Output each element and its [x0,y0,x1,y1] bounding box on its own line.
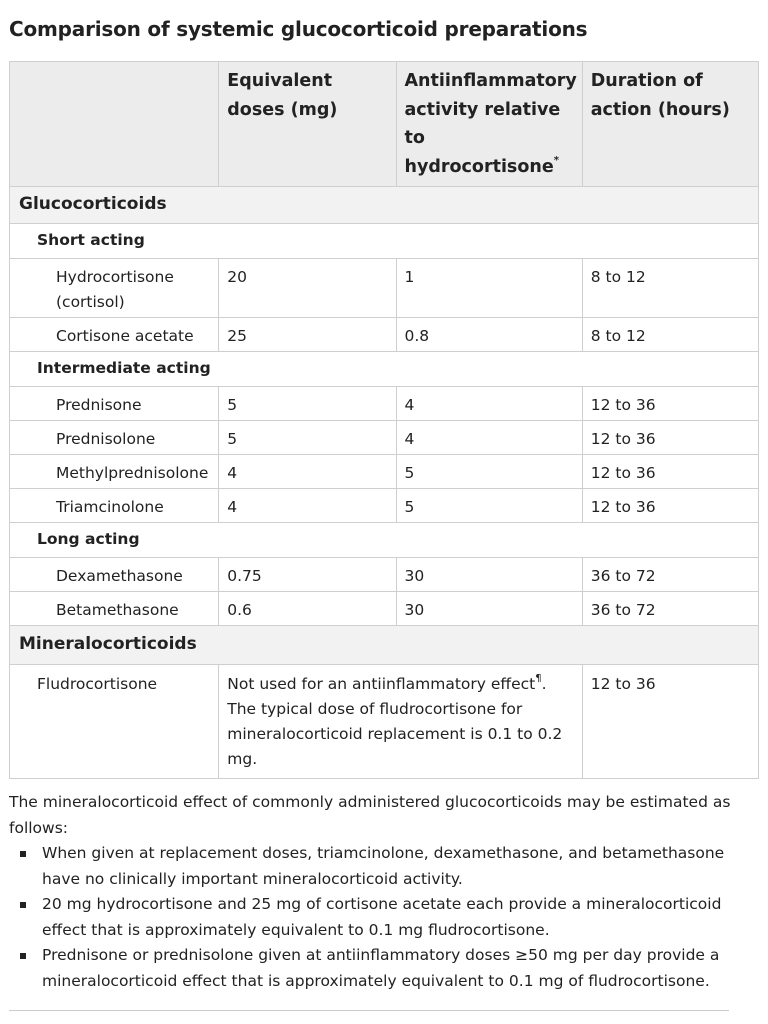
header-duration [582,62,758,187]
header-duration-label: Duration of action (hours) [590,71,730,120]
duration-of-action: 12 to 36 [582,665,758,779]
duration-of-action: 8 to 12 [582,259,758,318]
duration-of-action: 36 to 72 [582,592,758,626]
table-row [10,421,759,455]
antiinflammatory-activity: 0.8 [396,318,582,352]
antiinflammatory-activity: 30 [396,558,582,592]
duration-of-action: 12 to 36 [582,421,758,455]
table-header-row [10,62,759,187]
antiinflammatory-activity: 1 [396,259,582,318]
table-row [10,259,759,318]
group-row-short-acting [10,224,759,259]
list-item [9,892,744,943]
group-label: Intermediate acting [10,352,759,387]
equivalent-dose: 0.75 [219,558,396,592]
table-row [10,489,759,523]
divider [9,1010,729,1011]
bullet-icon [20,851,26,857]
group-label: Long acting [10,523,759,558]
list-item [9,841,744,892]
table-row [10,318,759,352]
equivalent-dose: 20 [219,259,396,318]
duration-of-action: 12 to 36 [582,387,758,421]
asterisk-footnote-mark: * [553,154,559,166]
list-item-text: When given at replacement doses, triamcinolone, dexamethasone, and betamethasone have no clinically important mineralocorticoid activity. [42,844,725,888]
pilcrow-footnote-mark: ¶ [535,672,542,684]
list-item-text: 20 mg hydrocortisone and 25 mg of cortisone acetate each provide a mineralocorticoid effect that is approximately equivalent to 0.1 mg fludrocortisone. [42,895,722,939]
header-antiinflammatory-activity-label: Antiinflammatory activity relative to hydrocortisone [404,71,577,177]
equivalent-dose: 0.6 [219,592,396,626]
antiinflammatory-activity: 5 [396,489,582,523]
drug-name: Hydrocortisone (cortisol) [10,259,219,318]
duration-of-action: 12 to 36 [582,489,758,523]
glucocorticoid-comparison-table [9,61,759,779]
fludrocortisone-note [219,665,582,779]
equivalent-dose: 5 [219,387,396,421]
bullet-icon [20,953,26,959]
header-equivalent-doses [219,62,396,187]
drug-name: Cortisone acetate [10,318,219,352]
drug-name: Betamethasone [10,592,219,626]
section-row-glucocorticoids [10,187,759,224]
group-row-intermediate-acting [10,352,759,387]
drug-name: Prednisolone [10,421,219,455]
duration-of-action: 8 to 12 [582,318,758,352]
antiinflammatory-activity: 4 [396,387,582,421]
antiinflammatory-activity: 5 [396,455,582,489]
table-row [10,558,759,592]
group-label: Short acting [10,224,759,259]
section-label: Glucocorticoids [10,187,759,224]
list-item [9,943,744,994]
group-row-long-acting [10,523,759,558]
antiinflammatory-activity: 4 [396,421,582,455]
bullet-icon [20,902,26,908]
header-antiinflammatory-activity [396,62,582,187]
equivalent-dose: 5 [219,421,396,455]
drug-name: Fludrocortisone [10,665,219,779]
table-row [10,665,759,779]
header-empty-cell [10,62,219,187]
note-text-continued: . The typical dose of fludrocortisone for mineralocorticoid replacement is 0.1 to 0.2 mg. [227,675,563,768]
equivalent-dose: 25 [219,318,396,352]
table-row [10,455,759,489]
footnotes [9,790,744,994]
drug-name: Dexamethasone [10,558,219,592]
antiinflammatory-activity: 30 [396,592,582,626]
footnote-list [9,841,744,994]
section-label: Mineralocorticoids [10,626,759,665]
duration-of-action: 12 to 36 [582,455,758,489]
drug-name: Methylprednisolone [10,455,219,489]
equivalent-dose: 4 [219,455,396,489]
list-item-text: Prednisone or prednisolone given at antiinflammatory doses ≥50 mg per day provide a mineralocorticoid effect that is approximately equivalent to 0.1 mg of fludrocortisone. [42,946,720,990]
table-row [10,592,759,626]
drug-name: Triamcinolone [10,489,219,523]
footnote-intro: The mineralocorticoid effect of commonly administered glucocorticoids may be estimated as follows: [9,793,731,837]
equivalent-dose: 4 [219,489,396,523]
header-equivalent-doses-label: Equivalent doses (mg) [227,71,338,120]
drug-name: Prednisone [10,387,219,421]
table-row [10,387,759,421]
page-title: Comparison of systemic glucocorticoid preparations [9,17,588,41]
section-row-mineralocorticoids [10,626,759,665]
note-text: Not used for an antiinflammatory effect [227,675,536,693]
duration-of-action: 36 to 72 [582,558,758,592]
